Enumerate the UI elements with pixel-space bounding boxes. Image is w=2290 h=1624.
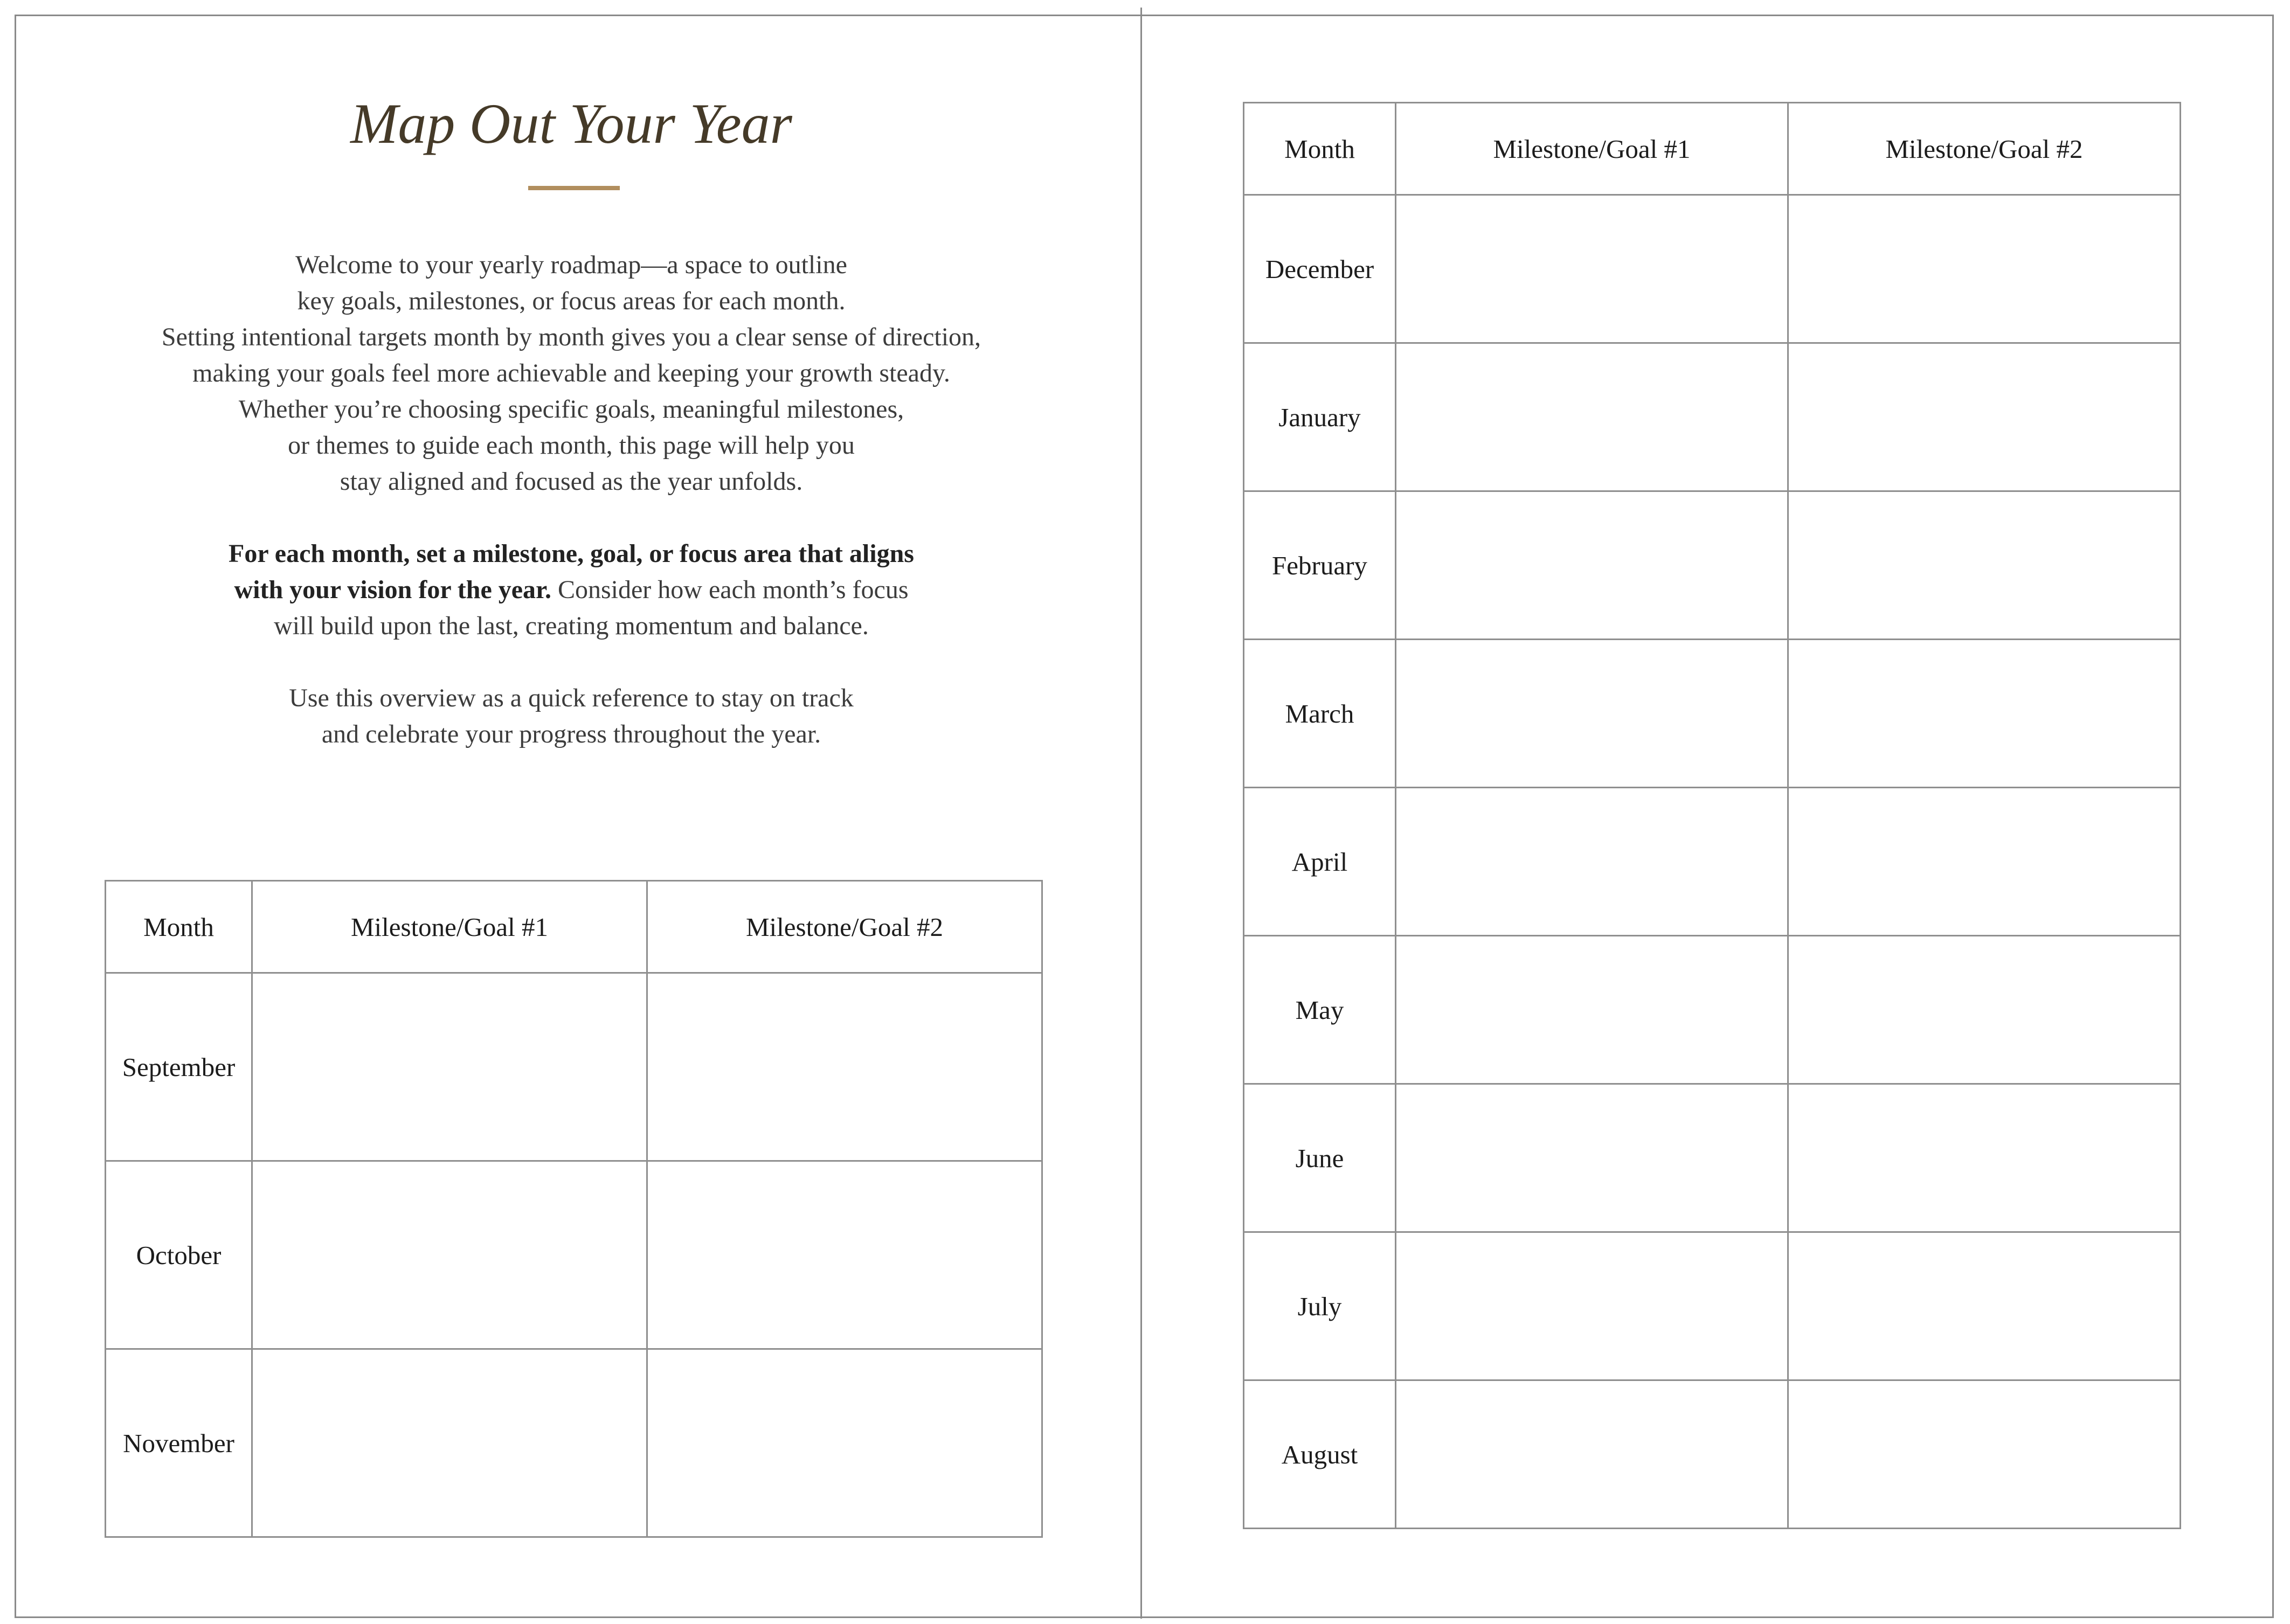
instruction-paragraph [86, 536, 1056, 644]
intro-line: making your goals feel more achievable and keeping your growth steady. [192, 359, 950, 387]
goal-1-cell[interactable] [252, 1161, 647, 1349]
closing-paragraph [86, 680, 1056, 752]
intro-line: stay aligned and focused as the year unfolds. [340, 467, 803, 496]
instruction-bold: For each month, set a milestone, goal, or focus area that aligns [229, 539, 914, 568]
table-row [1244, 491, 2181, 640]
goal-1-cell[interactable] [1396, 1380, 1788, 1529]
month-cell: September [106, 973, 252, 1161]
table-row [1244, 195, 2181, 343]
table-row [1244, 1232, 2181, 1380]
table-row [1244, 1380, 2181, 1529]
goal-2-cell[interactable] [647, 1161, 1042, 1349]
month-cell: August [1244, 1380, 1396, 1529]
table-row [1244, 343, 2181, 491]
table-header-row [106, 881, 1042, 973]
month-cell: January [1244, 343, 1396, 491]
table-row [1244, 936, 2181, 1084]
goal-2-cell[interactable] [1788, 1380, 2181, 1529]
goal-1-cell[interactable] [1396, 1232, 1788, 1380]
month-cell: February [1244, 491, 1396, 640]
intro-line: or themes to guide each month, this page will help you [288, 431, 855, 460]
month-cell: July [1244, 1232, 1396, 1380]
table-row [1244, 1084, 2181, 1232]
goal-2-cell[interactable] [1788, 640, 2181, 788]
table-row [106, 1161, 1042, 1349]
table-row [1244, 788, 2181, 936]
instruction-line [86, 536, 1056, 572]
intro-paragraph [86, 247, 1056, 499]
goal-1-cell[interactable] [1396, 936, 1788, 1084]
instruction-line [86, 572, 1056, 608]
closing-line: and celebrate your progress throughout the year. [321, 720, 821, 748]
instruction-line: will build upon the last, creating momentum and balance. [274, 612, 869, 640]
intro-line: Setting intentional targets month by month gives you a clear sense of direction, [161, 323, 981, 351]
goal-2-cell[interactable] [647, 1349, 1042, 1537]
goal-1-cell[interactable] [1396, 343, 1788, 491]
goal-1-cell[interactable] [1396, 640, 1788, 788]
intro-line: key goals, milestones, or focus areas for each month. [297, 287, 846, 315]
goal-1-cell[interactable] [1396, 1084, 1788, 1232]
table-header-row [1244, 103, 2181, 195]
month-column-header: Month [106, 881, 252, 973]
instruction-text: Consider how each month’s focus [551, 575, 909, 604]
month-cell: March [1244, 640, 1396, 788]
goal-2-cell[interactable] [1788, 343, 2181, 491]
month-column-header: Month [1244, 103, 1396, 195]
goal-1-column-header: Milestone/Goal #1 [252, 881, 647, 973]
table-row [106, 1349, 1042, 1537]
goal-2-cell[interactable] [1788, 1232, 2181, 1380]
goal-1-cell[interactable] [1396, 491, 1788, 640]
goal-2-column-header: Milestone/Goal #2 [647, 881, 1042, 973]
intro-line: Welcome to your yearly roadmap—a space to outline [295, 251, 847, 279]
goals-table-left [105, 880, 1043, 1538]
spine-divider [1140, 8, 1142, 1619]
intro-text [86, 247, 1056, 752]
goal-1-cell[interactable] [252, 973, 647, 1161]
title-underline [528, 186, 620, 190]
goal-2-cell[interactable] [1788, 491, 2181, 640]
goal-2-column-header: Milestone/Goal #2 [1788, 103, 2181, 195]
goal-1-column-header: Milestone/Goal #1 [1396, 103, 1788, 195]
goal-2-cell[interactable] [647, 973, 1042, 1161]
closing-line: Use this overview as a quick reference to stay on track [289, 684, 854, 712]
month-cell: November [106, 1349, 252, 1537]
goal-1-cell[interactable] [252, 1349, 647, 1537]
goal-1-cell[interactable] [1396, 788, 1788, 936]
goal-1-cell[interactable] [1396, 195, 1788, 343]
month-cell: December [1244, 195, 1396, 343]
intro-line: Whether you’re choosing specific goals, meaningful milestones, [238, 395, 904, 424]
instruction-bold: with your vision for the year. [234, 575, 551, 604]
goal-2-cell[interactable] [1788, 788, 2181, 936]
goal-2-cell[interactable] [1788, 936, 2181, 1084]
goals-table-right [1243, 102, 2181, 1529]
goal-2-cell[interactable] [1788, 195, 2181, 343]
month-cell: May [1244, 936, 1396, 1084]
table-row [1244, 640, 2181, 788]
month-cell: October [106, 1161, 252, 1349]
month-cell: June [1244, 1084, 1396, 1232]
page-title: Map Out Your Year [350, 92, 792, 155]
table-row [106, 973, 1042, 1161]
goal-2-cell[interactable] [1788, 1084, 2181, 1232]
month-cell: April [1244, 788, 1396, 936]
